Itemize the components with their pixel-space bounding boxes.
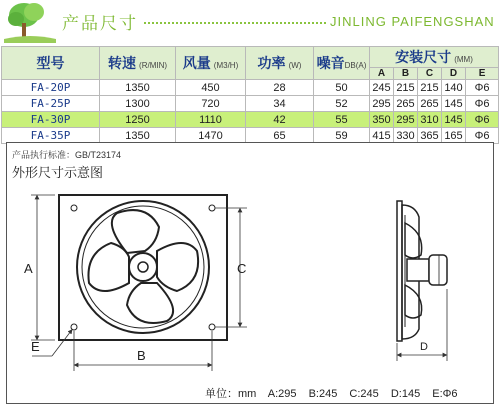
standard-note: 产品执行标准：GB/T23174: [12, 150, 122, 160]
cell-power: 34: [246, 96, 314, 112]
motor-body: [429, 255, 447, 285]
cell-speed: 1300: [100, 96, 176, 112]
brand-name: JINLING PAIFENGSHAN: [330, 14, 495, 29]
header-airflow: 风量 (M3/H): [176, 47, 246, 80]
spec-table: [1, 46, 499, 144]
header-dim-a: A: [370, 68, 394, 80]
cell-dim-c: 265: [418, 96, 442, 112]
header-dim-b: B: [394, 68, 418, 80]
cell-dim-a: 295: [370, 96, 394, 112]
units-legend: [205, 385, 467, 401]
cell-dim-a: 245: [370, 80, 394, 96]
cell-dim-e: Φ6: [466, 80, 499, 96]
table-row: [2, 80, 499, 96]
cell-dim-a: 350: [370, 112, 394, 128]
header-noise: 噪音DB(A): [314, 47, 370, 80]
header-speed: 转速 (R/MIN): [100, 47, 176, 80]
cell-dim-e: Φ6: [466, 112, 499, 128]
cell-dim-d: 145: [442, 112, 466, 128]
cell-speed: 1350: [100, 80, 176, 96]
cell-noise: 55: [314, 112, 370, 128]
label-e: E: [31, 339, 40, 354]
header-dim-d: D: [442, 68, 466, 80]
table-row: [2, 96, 499, 112]
header-divider: [144, 22, 326, 24]
cell-model: FA-20P: [2, 80, 100, 96]
fan-side-view: [397, 201, 447, 341]
cell-dim-d: 145: [442, 96, 466, 112]
tree-logo-icon: [2, 1, 58, 43]
page-title: 产品尺寸: [62, 14, 138, 33]
cell-dim-e: Φ6: [466, 96, 499, 112]
cell-dim-e: Φ6: [466, 128, 499, 144]
fan-drawing-svg: [7, 143, 493, 403]
label-d: D: [420, 341, 428, 353]
cell-dim-a: 415: [370, 128, 394, 144]
drawing-caption: 外形尺寸示意图: [12, 165, 104, 180]
dimension-a: [24, 195, 55, 340]
cell-dim-d: 140: [442, 80, 466, 96]
header-dim-c: C: [418, 68, 442, 80]
cell-dim-c: 365: [418, 128, 442, 144]
cell-airflow: 450: [176, 80, 246, 96]
unit-c: C:245: [349, 388, 379, 400]
fan-front-view: [59, 195, 227, 340]
cell-speed: 1350: [100, 128, 176, 144]
header-power: 功率 (W): [246, 47, 314, 80]
label-a: A: [24, 261, 33, 276]
label-b: B: [137, 348, 146, 363]
unit-b: B:245: [308, 388, 338, 400]
units-prefix: 单位：mm: [205, 388, 257, 400]
page-header: [0, 0, 500, 44]
cell-power: 65: [246, 128, 314, 144]
cell-power: 42: [246, 112, 314, 128]
label-c: C: [237, 261, 247, 276]
header-model: 型号: [2, 47, 100, 80]
table-row-highlighted: [2, 112, 499, 128]
cell-dim-b: 330: [394, 128, 418, 144]
cell-dim-d: 165: [442, 128, 466, 144]
header-install: 安装尺寸 (MM): [370, 47, 499, 68]
cell-model: FA-30P: [2, 112, 100, 128]
cell-dim-b: 295: [394, 112, 418, 128]
unit-a: A:295: [267, 388, 297, 400]
table-header-row: [2, 47, 499, 68]
dimension-drawing: [6, 142, 494, 404]
cell-dim-b: 265: [394, 96, 418, 112]
cell-airflow: 1110: [176, 112, 246, 128]
motor-shaft: [407, 259, 429, 281]
cell-power: 28: [246, 80, 314, 96]
cell-dim-c: 215: [418, 80, 442, 96]
cell-noise: 52: [314, 96, 370, 112]
cell-noise: 59: [314, 128, 370, 144]
cell-model: FA-25P: [2, 96, 100, 112]
cell-airflow: 720: [176, 96, 246, 112]
cell-airflow: 1470: [176, 128, 246, 144]
header-dim-e: E: [466, 68, 499, 80]
cell-model: FA-35P: [2, 128, 100, 144]
cell-dim-b: 215: [394, 80, 418, 96]
cell-speed: 1250: [100, 112, 176, 128]
unit-e: E:Φ6: [432, 388, 458, 400]
unit-d: D:145: [390, 388, 421, 400]
fan-hub-center: [138, 262, 148, 272]
cell-dim-c: 310: [418, 112, 442, 128]
cell-noise: 50: [314, 80, 370, 96]
